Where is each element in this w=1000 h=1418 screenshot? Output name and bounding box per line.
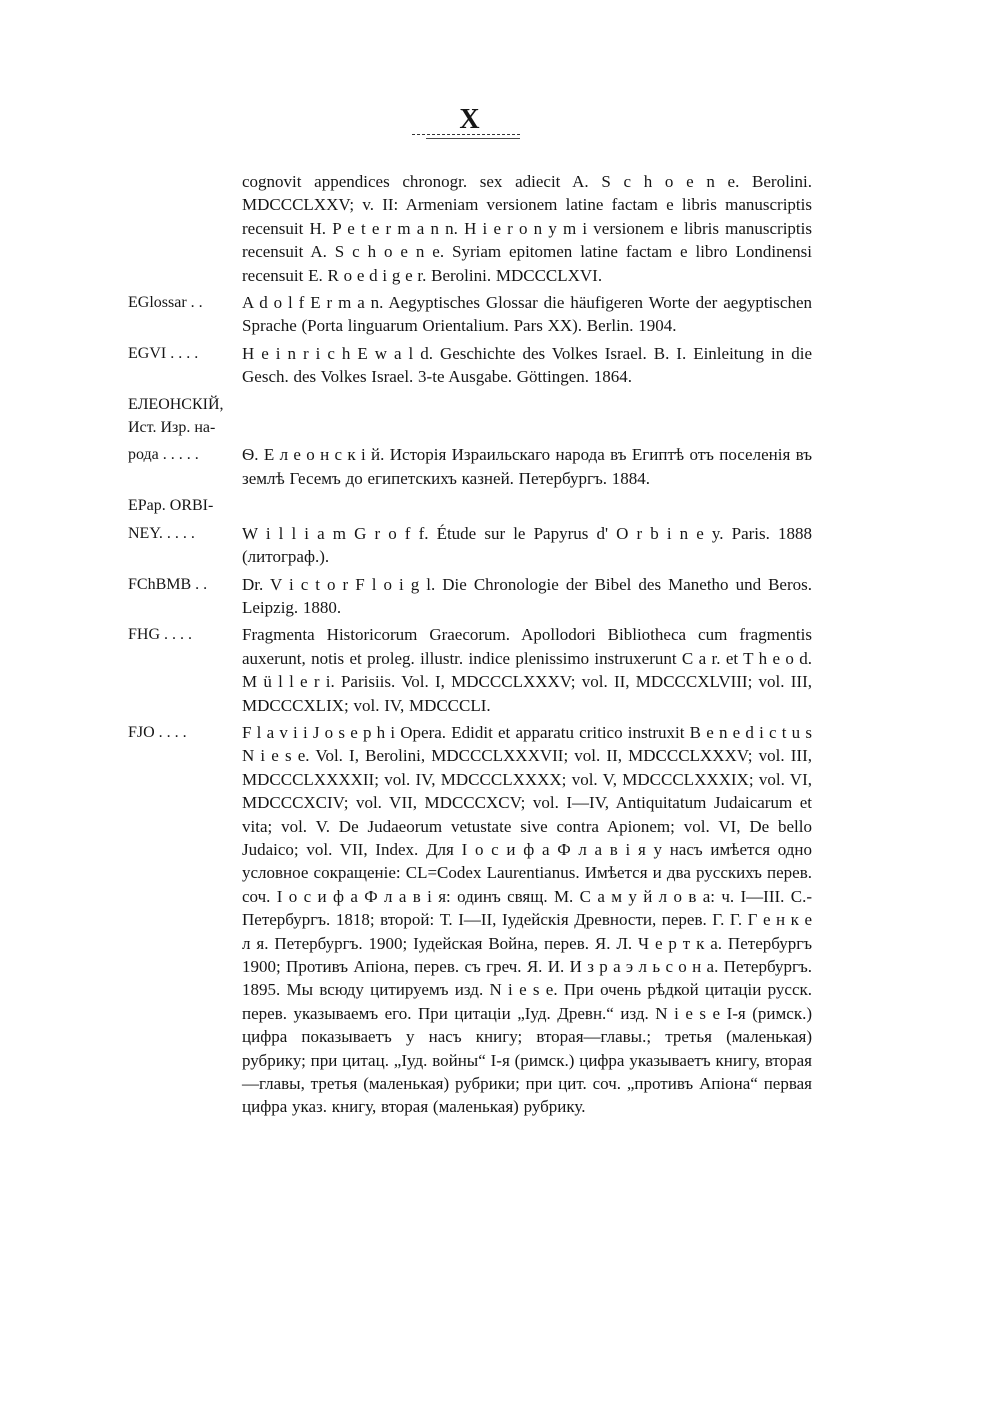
bibliography-list <box>0 170 1000 1123</box>
entry-heading-epap-orbiney <box>128 494 258 517</box>
page-folio-numeral: X <box>459 104 481 135</box>
entry-description: F l a v i i J o s e p h i Opera. Edidit et apparatu critico instruxit B e n e d i c t u s N i e s e. Vol. I, Berolini, MDCCCLXXXVII; vol. II, MDCCCLXXXV; vol. III, MDCCCLXXXXII; vol. IV, MDCCCLXXXX; vol. V, MDCCCLXXXIX; vol. VI, MDCCCXCIV; vol. VII, MDCCCXCV; vol. I—IV, Antiquitatum Judaicarum et vita; vol. V. De Judaeorum vetustate sive contra Apionem; vol. VI, De bello Judaico; vol. VII, Index. Для І о с и ф а Ф л а в і я у насъ имѣется одно условное сокращеніе: CL=Codex Laurentianus. Имѣется и два русскихъ перев. соч. І о с и ф а Ф л а в і я: одинъ свящ. М. С а м у й л о в а: ч. I—III. С.-Петербургъ. 1818; второй: Т. I—II, Іудейскія Древности, перев. Г. Г. Г е н к е л я. Петербургъ. 1900; Іудейская Война, перев. Я. Л. Ч е р т к а. Петербургъ 1900; Противъ Апіона, перев. съ греч. Я. И. И з р а э л ь с о н а. Петербургъ. 1895. Мы всюду цитируемъ изд. N i e s e. При очень рѣдкой цитаціи русск. перев. указываемъ его. При цитаціи „Іуд. Древн.“ изд. N i e s e I-я (римск.) цифра показываетъ у насъ книгу; вторая—главы.; третья (маленькая) рубрику; при цитац. „Іуд. войны“ I-я (римск.) цифра указываетъ книгу, вторая—главы, третья (маленькая) рубрики; при цит. соч. „противъ Апіона“ первая цифра указ. книгу, вторая (маленькая) рубрику. <box>242 722 812 1117</box>
entry-description: Fragmenta Historicorum Graecorum. Apollodori Bibliotheca cum fragmentis auxerunt, notis et proleg. illustr. indice plenissimo instruxerunt C a r. et T h e o d. M ü l l e r i. Parisiis. Vol. I, MDCCCLXXXV; vol. II, MDCCCXLVIII; vol. III, MDCCCXLIX; vol. IV, MDCCCLI. <box>242 625 812 715</box>
bibliography-entry-epap-orbiney <box>0 522 1000 569</box>
entry-heading-line: EPap. ORBI- <box>128 497 214 515</box>
entry-heading-line: ЕЛЕОНСКІЙ, <box>128 395 224 413</box>
entry-description: H e i n r i c h E w a l d. Geschichte des Volkes Israel. B. I. Einleitung in die Gesch. des Volkes Israel. 3-te Ausgabe. Göttingen. 1864. <box>242 343 812 387</box>
bibliography-entry-continuation <box>0 170 1000 287</box>
folio-ornament-rule <box>412 134 520 135</box>
bibliography-entry-fchbmb <box>0 573 1000 620</box>
entry-abbreviation: EGlossar . . <box>128 294 203 312</box>
bibliography-entry-eglossar <box>0 291 1000 338</box>
entry-abbreviation: FJO . . . . <box>128 723 187 741</box>
entry-description: W i l l i a m G r o f f. Étude sur le Papyrus d' O r b i n e y. Paris. 1888 (литограф.). <box>242 523 812 567</box>
entry-description: Dr. V i c t o r F l o i g l. Die Chronologie der Bibel des Manetho und Beros. Leipzig. 1880. <box>242 574 812 617</box>
entry-abbreviation: FHG . . . . <box>128 626 193 644</box>
entry-heading-line: Ист. Изр. на- <box>128 419 216 437</box>
bibliography-entry-fhg <box>0 623 1000 717</box>
entry-description: Ѳ. Е л е о н с к і й. Исторія Израильскаго народа въ Египтѣ отъ поселенія въ землѣ Гесемъ до египетскихъ казней. Петербургъ. 1884. <box>242 445 812 488</box>
bibliography-entry-eleonskiy <box>0 443 1000 490</box>
entry-abbreviation: NEY. . . . . <box>128 524 195 542</box>
entry-description: cognovit appendices chronogr. sex adiecit A. S c h o e n e. Berolini. MDCCCLXXV; v. II: Armeniam versionem latine factam e libris manuscriptis recensuit H. P e t e r m a n n. H i e r o n y m i versionem e libris manuscriptis recensuit A. S c h o e n e. Syriam epitomen latine factam e libro Londinensi recensuit E. R o e d i g e r. Berolini. MDCCCLXVI. <box>242 172 812 285</box>
bibliography-entry-egvi <box>0 342 1000 389</box>
bibliography-entry-fjo <box>0 721 1000 1119</box>
entry-heading-eleonskiy <box>128 393 258 440</box>
entry-abbreviation: рода . . . . . <box>128 446 199 464</box>
entry-abbreviation: EGVI . . . . <box>128 344 199 362</box>
entry-abbreviation: FChBMB . . <box>128 575 208 593</box>
folio-underline-rule <box>426 138 520 139</box>
entry-description: A d o l f E r m a n. Aegyptisches Glossar die häufigeren Worte der aegyptischen Sprache (Porta linguarum Orientalium. Pars XX). Berlin. 1904. <box>242 293 812 336</box>
